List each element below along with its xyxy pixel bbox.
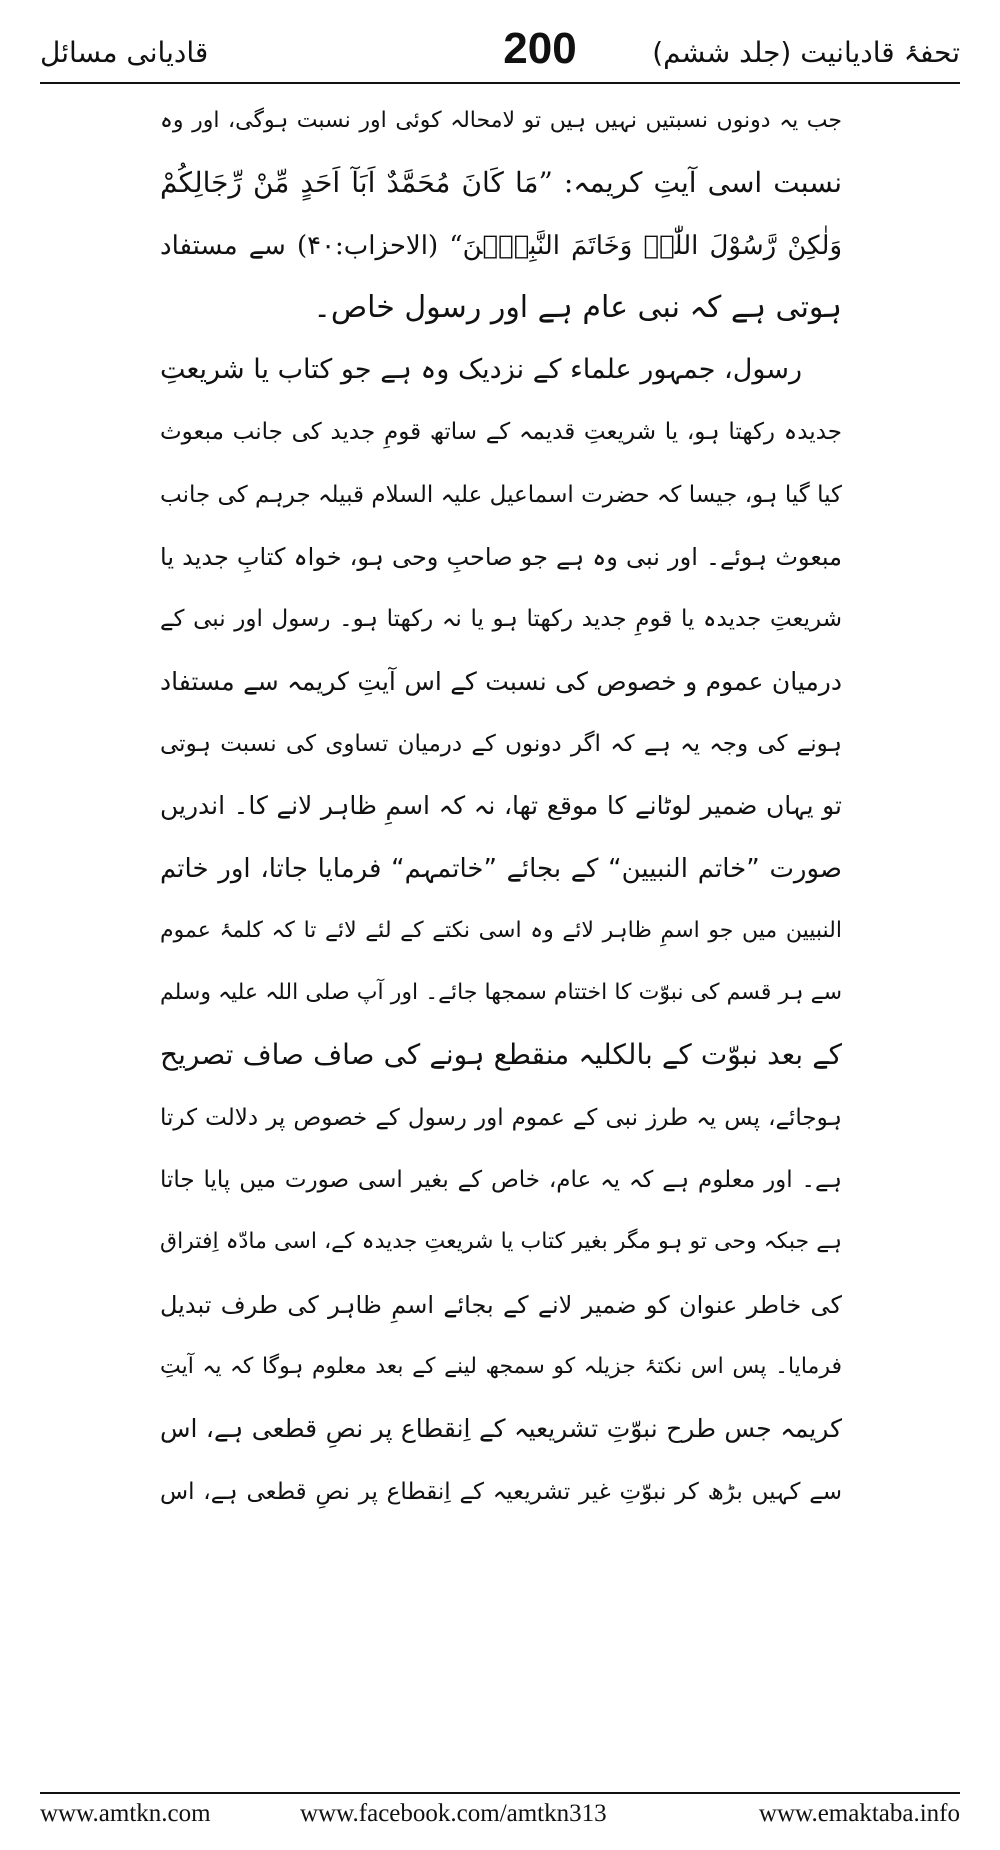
text-line: درمیان عموم و خصوص کی نسبت کے اس آیتِ کریمہ سے مستفاد	[160, 666, 842, 696]
text-line: رسول، جمہور علماء کے نزدیک وہ ہے جو کتاب یا شریعتِ	[160, 354, 802, 386]
text-line: ہے۔ اور معلوم ہے کہ یہ عام، خاص کے بغیر اسی صورت میں پایا جاتا	[160, 1167, 842, 1194]
text-line: فرمایا۔ پس اس نکتۂ جزیلہ کو سمجھ لینے کے بعد معلوم ہوگا کہ یہ آیتِ	[160, 1353, 842, 1379]
text-line: وَلٰکِنْ رَّسُوْلَ اللّٰہِ وَخَاتَمَ النَّبِیّٖنَ“ (الاحزاب:۴۰) سے مستفاد	[160, 230, 842, 261]
text-line: ہوتی ہے کہ نبی عام ہے اور رسول خاص۔	[313, 289, 842, 325]
page-number: 200	[503, 24, 577, 73]
text-line: سے کہیں بڑھ کر نبوّتِ غیر تشریعیہ کے اِنقطاع پر نصِ قطعی ہے، اس	[160, 1478, 842, 1505]
text-line: کیا گیا ہو، جیسا کہ حضرت اسماعیل علیہ السلام قبیلہ جرہم کی جانب	[160, 481, 842, 508]
header-book-title: تحفۂ قادیانیت (جلد ششم)	[652, 36, 960, 69]
text-line: جب یہ دونوں نسبتیں نہیں ہیں تو لامحالہ کوئی اور نسبت ہوگی، اور وہ	[160, 108, 842, 133]
text-line: النبیین میں جو اسمِ ظاہر لائے وہ اسی نکتے کے لئے لائے تا کہ کلمۂ عموم	[160, 917, 842, 943]
page-footer	[40, 1800, 960, 1836]
footer-facebook-link[interactable]: www.facebook.com/amtkn313	[300, 1800, 607, 1827]
text-line: کریمہ جس طرح نبوّتِ تشریعیہ کے اِنقطاع پر نصِ قطعی ہے، اس	[160, 1414, 842, 1444]
text-line: نسبت اسی آیتِ کریمہ: ”مَا کَانَ مُحَمَّدٌ اَبَآ اَحَدٍ مِّنْ رِّجَالِکُمْ	[160, 166, 842, 200]
header-divider	[40, 82, 960, 84]
text-line: ہوجائے، پس یہ طرز نبی کے عموم اور رسول کے خصوص پر دلالت کرتا	[160, 1104, 842, 1131]
text-line: تو یہاں ضمیر لوٹانے کا موقع تھا، نہ کہ اسمِ ظاہر لانے کا۔ اندریں	[160, 791, 842, 821]
page-body	[160, 90, 842, 1523]
text-line: کی خاطر عنوان کو ضمیر لانے کے بجائے اسمِ ظاہر کی طرف تبدیل	[160, 1290, 842, 1319]
text-line: صورت ”خاتم النبیین“ کے بجائے ”خاتمہم“ فرمایا جاتا، اور خاتم	[160, 853, 842, 884]
footer-divider	[40, 1792, 960, 1794]
text-line: ہے جبکہ وحی تو ہو مگر بغیر کتاب یا شریعتِ جدیدہ کے، اسی مادّہ اِفتراق	[160, 1229, 842, 1255]
page-header	[40, 22, 960, 82]
text-line: شریعتِ جدیدہ یا قومِ جدید رکھتا ہو یا نہ رکھتا ہو۔ رسول اور نبی کے	[160, 606, 842, 633]
text-line: جدیدہ رکھتا ہو، یا شریعتِ قدیمہ کے ساتھ قومِ جدید کی جانب مبعوث	[160, 419, 842, 446]
text-line: ہونے کی وجہ یہ ہے کہ اگر دونوں کے درمیان تساوی کی نسبت ہوتی	[160, 730, 842, 757]
text-line: کے بعد نبوّت کے بالکلیہ منقطع ہونے کی صاف صاف تصریح	[160, 1038, 842, 1072]
text-line: سے ہر قسم کی نبوّت کا اختتام سمجھا جائے۔ اور آپ صلی اللہ علیہ وسلم	[160, 980, 842, 1006]
footer-website-link[interactable]: www.amtkn.com	[40, 1800, 211, 1827]
header-chapter-title: قادیانی مسائل	[40, 36, 209, 69]
footer-emaktaba-link[interactable]: www.emaktaba.info	[758, 1800, 960, 1827]
text-line: مبعوث ہوئے۔ اور نبی وہ ہے جو صاحبِ وحی ہو، خواہ کتابِ جدید یا	[160, 543, 842, 572]
